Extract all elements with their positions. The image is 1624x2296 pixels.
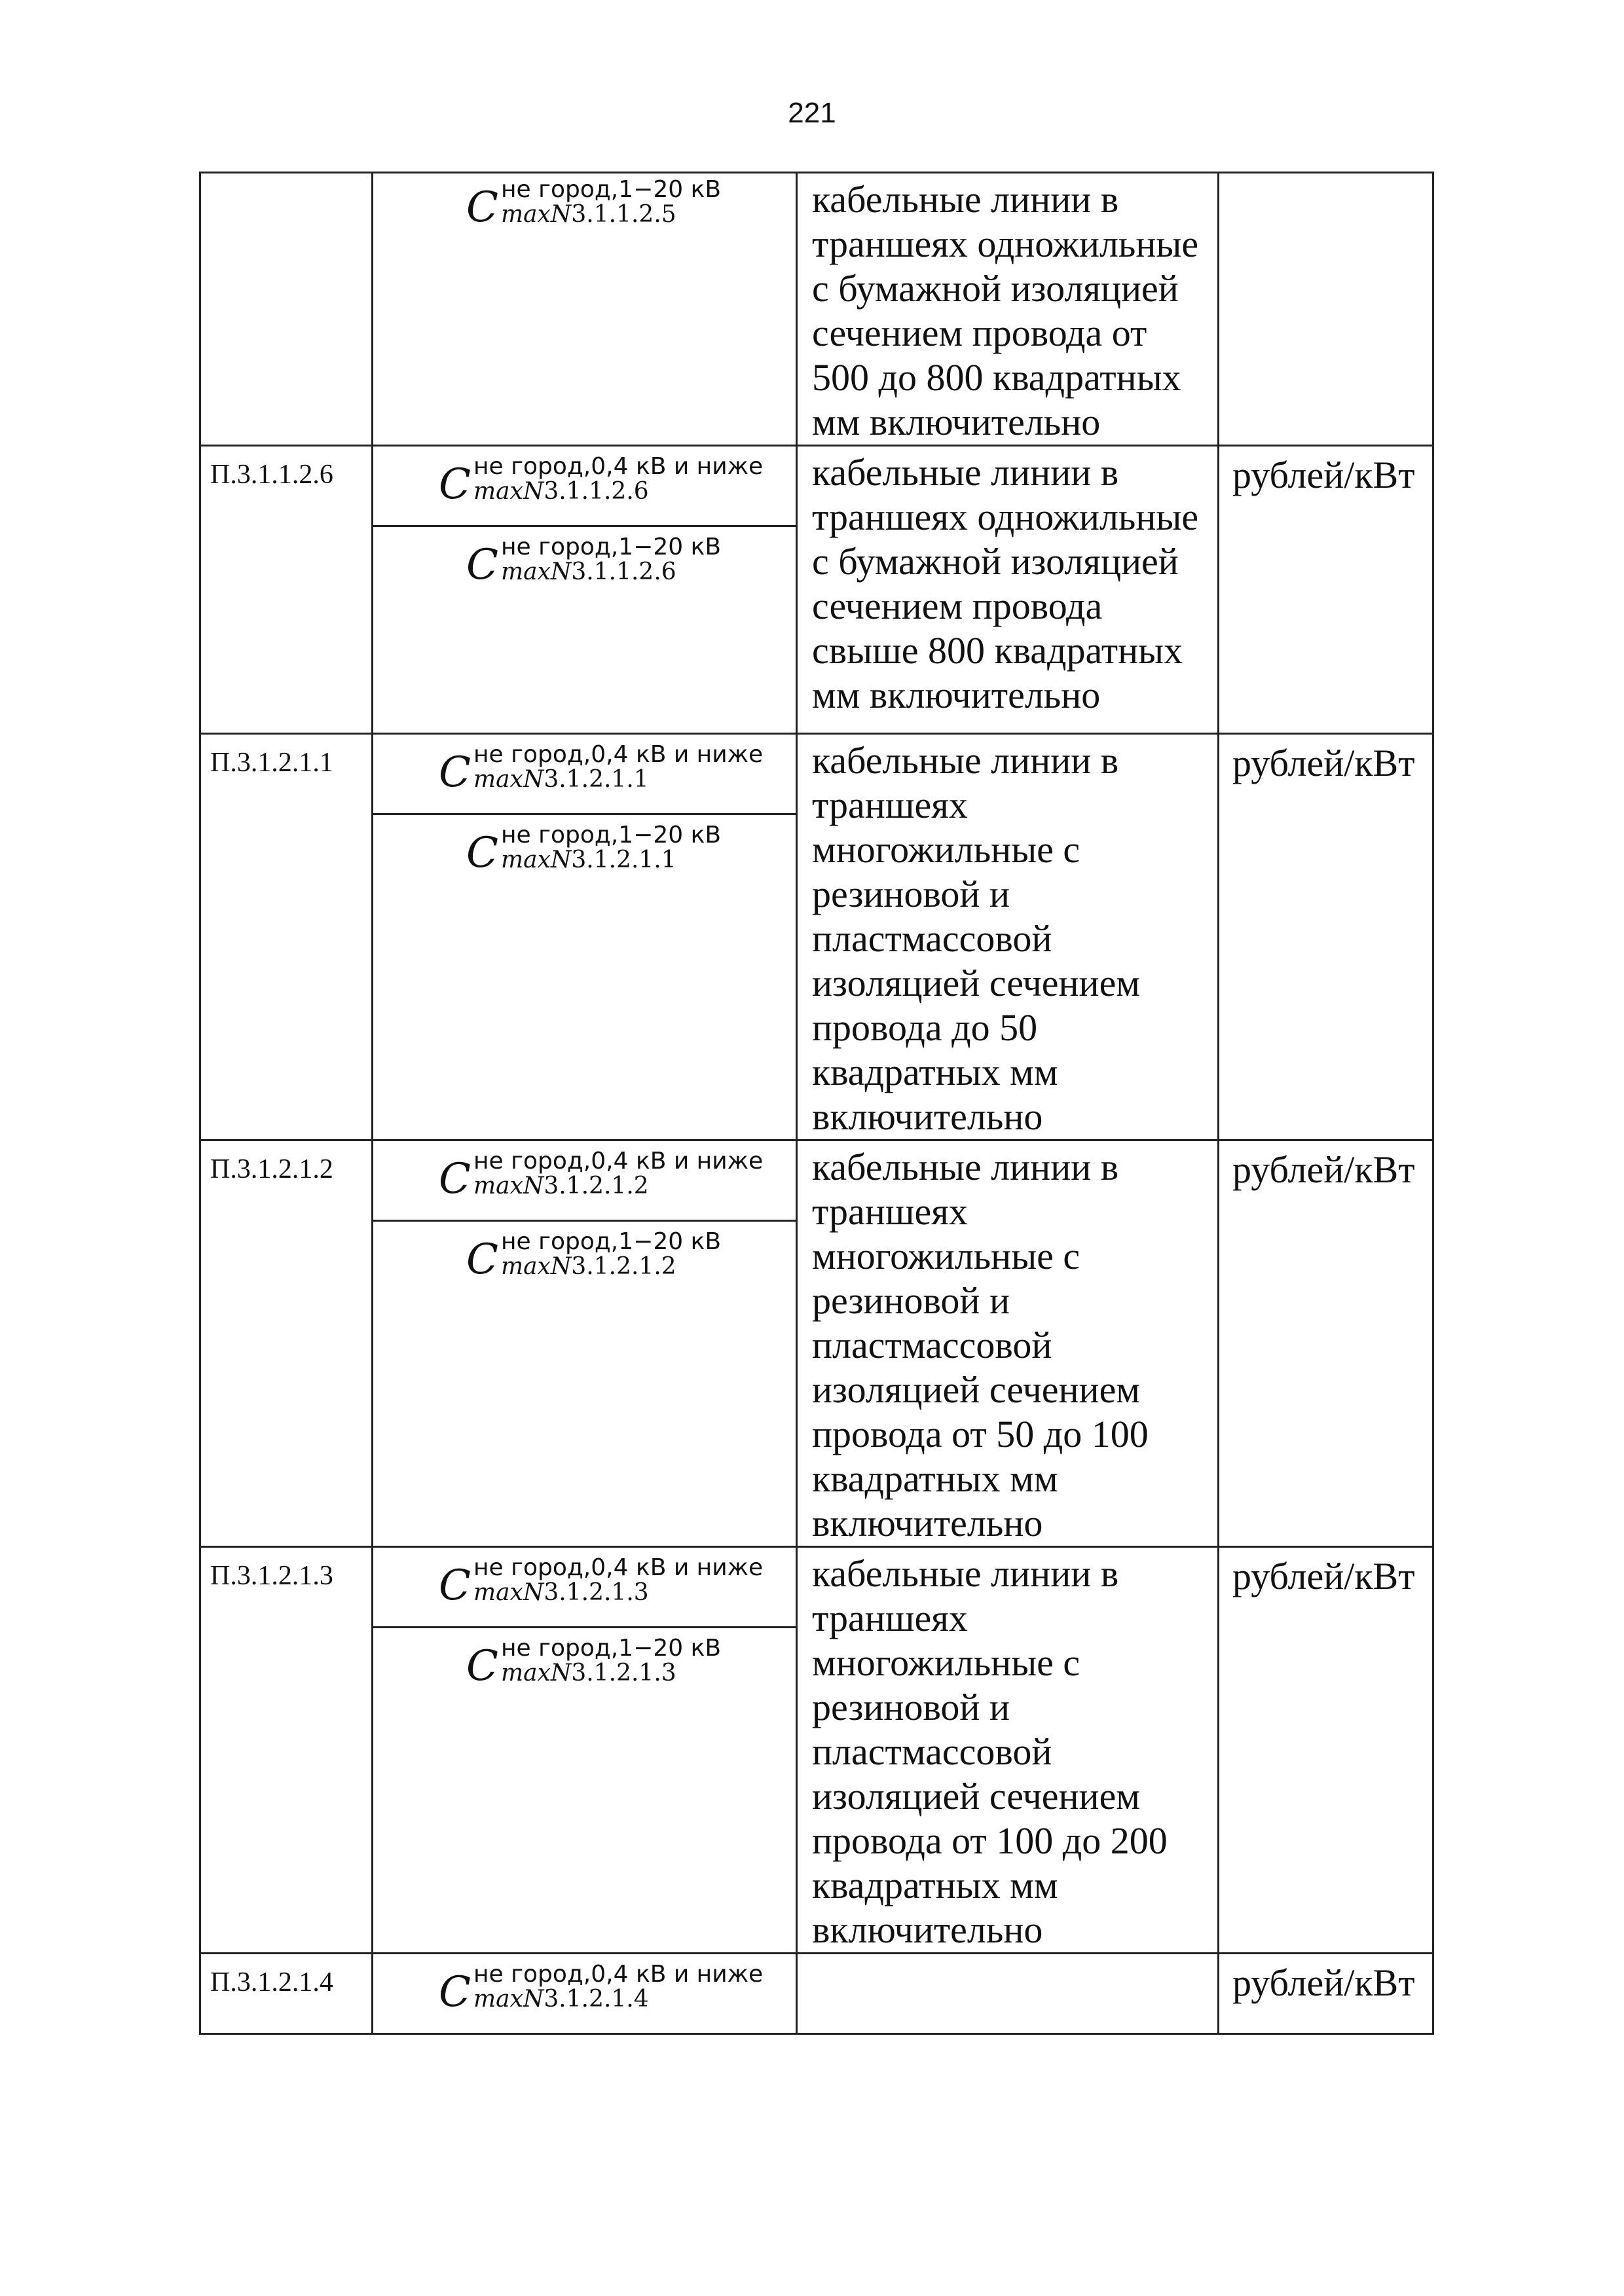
row-description: кабельные линии в траншеях многожильные с резиновой и пластмассовой изоляцией сечением провода от 50 до 100 квадратных мм включительно bbox=[797, 1140, 1219, 1547]
row-description: кабельные линии в траншеях одножильные с бумажной изоляцией сечением провода свыше 800 квадратных мм включительно bbox=[797, 446, 1219, 734]
table-row bbox=[200, 173, 1433, 446]
row-unit: рублей/кВт bbox=[1219, 1547, 1433, 1954]
row-code bbox=[200, 173, 373, 446]
formula-cell bbox=[373, 734, 797, 1140]
formula-base: C bbox=[439, 1155, 471, 1203]
rate-formula bbox=[373, 1548, 796, 1610]
row-unit: рублей/кВт bbox=[1219, 734, 1433, 1140]
table-row bbox=[200, 1140, 1433, 1547]
table-row bbox=[200, 734, 1433, 1140]
formula-superscript: не город,1−20 кВ bbox=[500, 1635, 722, 1662]
rate-formula bbox=[373, 173, 796, 232]
formula-superscript: не город,1−20 кВ bbox=[500, 1228, 722, 1255]
formula-subscript: maxN3.1.1.2.6 bbox=[473, 478, 649, 505]
formula-cell bbox=[373, 1547, 797, 1954]
formula-subscript: maxN3.1.2.1.3 bbox=[500, 1660, 676, 1686]
rate-formula bbox=[373, 446, 796, 509]
formula-base: C bbox=[439, 460, 471, 509]
formula-subscript: maxN3.1.2.1.2 bbox=[473, 1173, 649, 1199]
table-row bbox=[200, 446, 1433, 734]
formula-base: C bbox=[439, 1968, 471, 2016]
rate-formula bbox=[373, 1628, 796, 1690]
formula-base: C bbox=[466, 541, 498, 589]
tariff-table bbox=[199, 172, 1434, 2035]
formula-superscript: не город,0,4 кВ и ниже bbox=[473, 741, 764, 768]
formula-subscript: maxN3.1.2.1.4 bbox=[473, 1986, 649, 2013]
formula-subscript: maxN3.1.1.2.5 bbox=[500, 201, 676, 228]
formula-base: C bbox=[466, 829, 498, 877]
formula-base: C bbox=[466, 1642, 498, 1690]
formula-subscript: maxN3.1.2.1.3 bbox=[473, 1579, 649, 1606]
row-code: П.3.1.1.2.6 bbox=[200, 446, 373, 734]
formula-superscript: не город,1−20 кВ bbox=[500, 176, 722, 203]
row-description: кабельные линии в траншеях многожильные с резиновой и пластмассовой изоляцией сечением провода до 50 квадратных мм включительно bbox=[797, 734, 1219, 1140]
rate-formula bbox=[373, 527, 796, 589]
rate-formula bbox=[373, 1954, 796, 2016]
formula-subscript: maxN3.1.2.1.1 bbox=[473, 766, 649, 793]
formula-superscript: не город,0,4 кВ и ниже bbox=[473, 1554, 764, 1581]
formula-base: C bbox=[439, 748, 471, 797]
row-code: П.3.1.2.1.2 bbox=[200, 1140, 373, 1547]
formula-superscript: не город,0,4 кВ и ниже bbox=[473, 453, 764, 480]
formula-superscript: не город,1−20 кВ bbox=[500, 534, 722, 560]
rate-formula bbox=[373, 1222, 796, 1284]
formula-cell bbox=[373, 1954, 797, 2034]
row-description: кабельные линии в траншеях многожильные с резиновой и пластмассовой изоляцией сечением провода от 100 до 200 квадратных мм включительно bbox=[797, 1547, 1219, 1954]
formula-cell bbox=[373, 173, 797, 446]
row-description bbox=[797, 1954, 1219, 2034]
row-code: П.3.1.2.1.1 bbox=[200, 734, 373, 1140]
formula-cell bbox=[373, 1140, 797, 1547]
page-number: 221 bbox=[788, 97, 836, 129]
table-row bbox=[200, 1547, 1433, 1954]
row-unit: рублей/кВт bbox=[1219, 1140, 1433, 1547]
rate-formula bbox=[373, 1141, 796, 1203]
formula-subscript: maxN3.1.1.2.6 bbox=[500, 558, 676, 585]
row-code: П.3.1.2.1.4 bbox=[200, 1954, 373, 2034]
formula-base: C bbox=[466, 183, 498, 232]
formula-superscript: не город,0,4 кВ и ниже bbox=[473, 1148, 764, 1175]
formula-subscript: maxN3.1.2.1.2 bbox=[500, 1253, 676, 1280]
formula-base: C bbox=[466, 1235, 498, 1284]
formula-base: C bbox=[439, 1561, 471, 1610]
formula-cell bbox=[373, 446, 797, 734]
formula-subscript: maxN3.1.2.1.1 bbox=[500, 847, 676, 873]
row-unit bbox=[1219, 173, 1433, 446]
row-unit: рублей/кВт bbox=[1219, 446, 1433, 734]
row-code: П.3.1.2.1.3 bbox=[200, 1547, 373, 1954]
formula-superscript: не город,1−20 кВ bbox=[500, 822, 722, 848]
table-row bbox=[200, 1954, 1433, 2034]
row-description: кабельные линии в траншеях одножильные с бумажной изоляцией сечением провода от 500 до 800 квадратных мм включительно bbox=[797, 173, 1219, 446]
rate-formula bbox=[373, 735, 796, 797]
rate-formula bbox=[373, 815, 796, 877]
formula-superscript: не город,0,4 кВ и ниже bbox=[473, 1961, 764, 1988]
row-unit: рублей/кВт bbox=[1219, 1954, 1433, 2034]
